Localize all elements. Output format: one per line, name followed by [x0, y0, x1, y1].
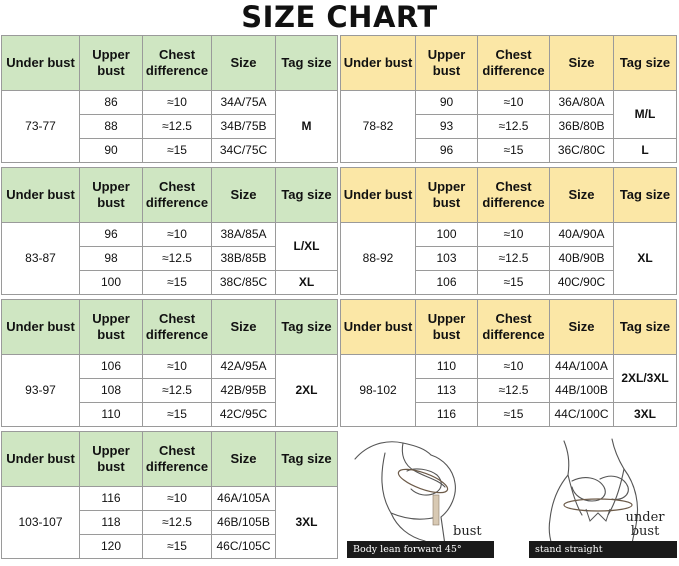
header-chest-difference: Chest difference — [478, 300, 550, 355]
chest-difference-cell: ≈10 — [478, 355, 550, 379]
under-bust-cell: 93-97 — [2, 355, 80, 427]
upper-bust-cell: 106 — [80, 355, 143, 379]
upper-bust-cell: 96 — [416, 139, 478, 163]
upper-bust-cell: 86 — [80, 91, 143, 115]
header-tag-size: Tag size — [614, 300, 677, 355]
size-cell: 38C/85C — [212, 271, 276, 295]
size-table-103-107 — [1, 431, 338, 559]
under-bust-caption: stand straight — [529, 541, 677, 558]
upper-bust-cell: 113 — [416, 379, 478, 403]
chest-difference-cell: ≈10 — [143, 355, 212, 379]
chest-difference-cell: ≈15 — [478, 403, 550, 427]
tag-size-cell: L — [614, 139, 677, 163]
chest-difference-cell: ≈12.5 — [143, 247, 212, 271]
upper-bust-cell: 106 — [416, 271, 478, 295]
size-cell: 40C/90C — [550, 271, 614, 295]
tag-size-cell: L/XL — [276, 223, 338, 271]
chest-difference-cell: ≈10 — [143, 487, 212, 511]
tag-size-cell: 2XL/3XL — [614, 355, 677, 403]
size-cell: 46A/105A — [212, 487, 276, 511]
size-cell: 44C/100C — [550, 403, 614, 427]
header-size: Size — [212, 168, 276, 223]
upper-bust-cell: 90 — [80, 139, 143, 163]
chest-difference-cell: ≈12.5 — [143, 115, 212, 139]
header-size: Size — [212, 432, 276, 487]
header-tag-size: Tag size — [614, 168, 677, 223]
size-cell: 42B/95B — [212, 379, 276, 403]
upper-bust-cell: 100 — [80, 271, 143, 295]
under-bust-label: under bust — [625, 510, 665, 539]
header-under-bust: Under bust — [2, 36, 80, 91]
chest-difference-cell: ≈15 — [478, 271, 550, 295]
upper-bust-cell: 108 — [80, 379, 143, 403]
size-cell: 36B/80B — [550, 115, 614, 139]
size-cell: 46C/105C — [212, 535, 276, 559]
size-table-73-77 — [1, 35, 338, 163]
header-upper-bust: Upper bust — [416, 300, 478, 355]
header-size: Size — [550, 168, 614, 223]
size-cell: 34C/75C — [212, 139, 276, 163]
chest-difference-cell: ≈10 — [478, 91, 550, 115]
size-cell: 44A/100A — [550, 355, 614, 379]
chest-difference-cell: ≈15 — [143, 271, 212, 295]
header-tag-size: Tag size — [276, 432, 338, 487]
upper-bust-cell: 98 — [80, 247, 143, 271]
bust-label: bust — [453, 524, 482, 539]
header-tag-size: Tag size — [614, 36, 677, 91]
under-bust-cell: 103-107 — [2, 487, 80, 559]
size-table-88-92 — [340, 167, 677, 295]
chest-difference-cell: ≈10 — [143, 223, 212, 247]
bust-caption: Body lean forward 45° — [347, 541, 494, 558]
chest-difference-cell: ≈15 — [143, 403, 212, 427]
size-cell: 34B/75B — [212, 115, 276, 139]
size-cell: 40A/90A — [550, 223, 614, 247]
upper-bust-cell: 88 — [80, 115, 143, 139]
header-under-bust: Under bust — [341, 300, 416, 355]
header-upper-bust: Upper bust — [416, 168, 478, 223]
chest-difference-cell: ≈15 — [478, 139, 550, 163]
upper-bust-cell: 93 — [416, 115, 478, 139]
tag-size-cell: XL — [276, 271, 338, 295]
upper-bust-cell: 120 — [80, 535, 143, 559]
header-size: Size — [550, 300, 614, 355]
header-chest-difference: Chest difference — [143, 300, 212, 355]
size-cell: 36C/80C — [550, 139, 614, 163]
header-under-bust: Under bust — [341, 168, 416, 223]
header-upper-bust: Upper bust — [80, 432, 143, 487]
upper-bust-cell: 116 — [416, 403, 478, 427]
size-table-83-87 — [1, 167, 338, 295]
tag-size-cell: 3XL — [276, 487, 338, 559]
header-tag-size: Tag size — [276, 300, 338, 355]
upper-bust-cell: 110 — [416, 355, 478, 379]
header-under-bust: Under bust — [2, 300, 80, 355]
header-tag-size: Tag size — [276, 36, 338, 91]
size-cell: 38A/85A — [212, 223, 276, 247]
chest-difference-cell: ≈12.5 — [143, 379, 212, 403]
size-cell: 36A/80A — [550, 91, 614, 115]
size-cell: 40B/90B — [550, 247, 614, 271]
header-size: Size — [550, 36, 614, 91]
tag-size-cell: 2XL — [276, 355, 338, 427]
header-chest-difference: Chest difference — [143, 168, 212, 223]
header-chest-difference: Chest difference — [478, 36, 550, 91]
header-under-bust: Under bust — [341, 36, 416, 91]
header-chest-difference: Chest difference — [143, 432, 212, 487]
header-upper-bust: Upper bust — [80, 168, 143, 223]
header-size: Size — [212, 300, 276, 355]
under-bust-cell: 88-92 — [341, 223, 416, 295]
tag-size-cell: M/L — [614, 91, 677, 139]
header-under-bust: Under bust — [2, 432, 80, 487]
size-cell: 46B/105B — [212, 511, 276, 535]
under-bust-cell: 73-77 — [2, 91, 80, 163]
header-upper-bust: Upper bust — [80, 300, 143, 355]
size-cell: 42A/95A — [212, 355, 276, 379]
upper-bust-cell: 96 — [80, 223, 143, 247]
size-cell: 44B/100B — [550, 379, 614, 403]
header-chest-difference: Chest difference — [478, 168, 550, 223]
chest-difference-cell: ≈12.5 — [478, 379, 550, 403]
header-size: Size — [212, 36, 276, 91]
header-tag-size: Tag size — [276, 168, 338, 223]
tag-size-cell: 3XL — [614, 403, 677, 427]
size-table-78-82 — [340, 35, 677, 163]
size-cell: 34A/75A — [212, 91, 276, 115]
chest-difference-cell: ≈15 — [143, 139, 212, 163]
size-table-98-102 — [340, 299, 677, 427]
under-bust-cell: 83-87 — [2, 223, 80, 295]
upper-bust-cell: 100 — [416, 223, 478, 247]
under-bust-cell: 98-102 — [341, 355, 416, 427]
chest-difference-cell: ≈12.5 — [143, 511, 212, 535]
upper-bust-cell: 118 — [80, 511, 143, 535]
under-bust-cell: 78-82 — [341, 91, 416, 163]
page-title: SIZE CHART — [241, 0, 438, 34]
tag-size-cell: XL — [614, 223, 677, 295]
size-table-93-97 — [1, 299, 338, 427]
upper-bust-cell: 90 — [416, 91, 478, 115]
header-upper-bust: Upper bust — [416, 36, 478, 91]
chest-difference-cell: ≈10 — [478, 223, 550, 247]
header-upper-bust: Upper bust — [80, 36, 143, 91]
chest-difference-cell: ≈10 — [143, 91, 212, 115]
chest-difference-cell: ≈15 — [143, 535, 212, 559]
chest-difference-cell: ≈12.5 — [478, 115, 550, 139]
upper-bust-cell: 116 — [80, 487, 143, 511]
upper-bust-cell: 110 — [80, 403, 143, 427]
header-chest-difference: Chest difference — [143, 36, 212, 91]
header-under-bust: Under bust — [2, 168, 80, 223]
tag-size-cell: M — [276, 91, 338, 163]
size-cell: 42C/95C — [212, 403, 276, 427]
upper-bust-cell: 103 — [416, 247, 478, 271]
chest-difference-cell: ≈12.5 — [478, 247, 550, 271]
size-cell: 38B/85B — [212, 247, 276, 271]
